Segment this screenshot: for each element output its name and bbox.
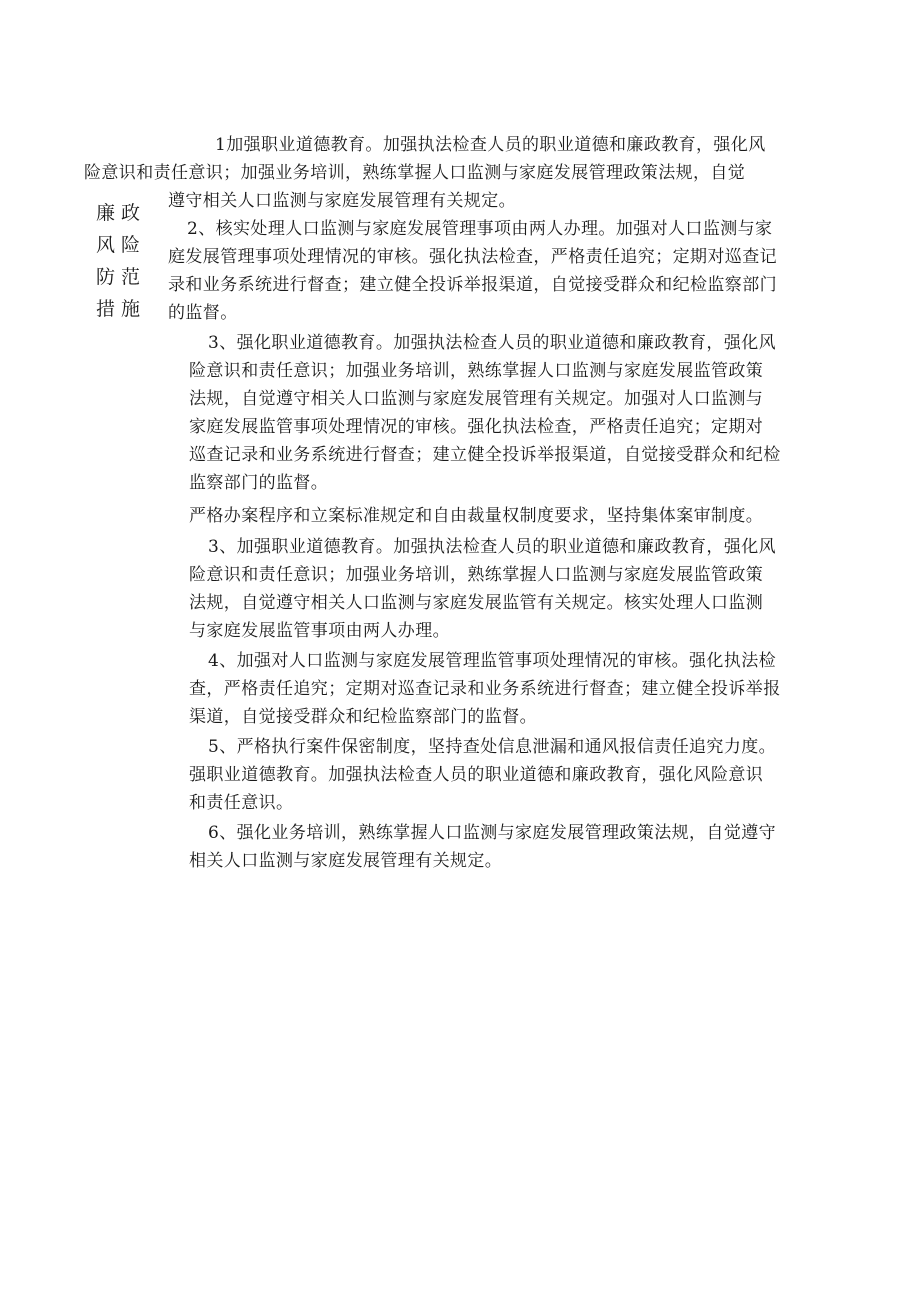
text-line-7: 的监督。	[168, 303, 238, 323]
text-line-1: 1加强职业道德教育。加强执法检查人员的职业道德和廉政教育，强化风	[215, 135, 766, 155]
text-line-4: 2、核实处理人口监测与家庭发展管理事项由两人办理。加强对人口监测与家	[187, 219, 773, 239]
text-line-8: 3、强化职业道德教育。加强执法检查人员的职业道德和廉政教育，强化风	[208, 333, 777, 353]
side-label-3: 防范	[96, 266, 147, 288]
text-line-19: 4、加强对人口监测与家庭发展管理监管事项处理情况的审核。强化执法检	[208, 651, 777, 671]
text-line-12: 巡查记录和业务系统进行督查；建立健全投诉举报渠道，自觉接受群众和纪检	[189, 445, 781, 465]
text-line-9: 险意识和责任意识；加强业务培训，熟练掌握人口监测与家庭发展监管政策	[189, 361, 764, 381]
text-line-15: 3、加强职业道德教育。加强执法检查人员的职业道德和廉政教育，强化风	[208, 537, 777, 557]
text-line-17: 法规，自觉遵守相关人口监测与家庭发展监管有关规定。核实处理人口监测	[189, 593, 764, 613]
text-line-10: 法规，自觉遵守相关人口监测与家庭发展管理有关规定。加强对人口监测与	[189, 389, 764, 409]
text-line-22: 5、严格执行案件保密制度，坚持查处信息泄漏和通风报信责任追究力度。	[208, 737, 777, 757]
text-line-3: 遵守相关人口监测与家庭发展管理有关规定。	[168, 191, 516, 211]
text-line-16: 险意识和责任意识；加强业务培训，熟练掌握人口监测与家庭发展监管政策	[189, 565, 764, 585]
text-line-25: 6、强化业务培训，熟练掌握人口监测与家庭发展管理政策法规，自觉遵守	[208, 823, 777, 843]
text-line-2: 险意识和责任意识；加强业务培训，熟练掌握人口监测与家庭发展管理政策法规，自觉	[84, 163, 746, 183]
text-line-26: 相关人口监测与家庭发展管理有关规定。	[189, 851, 503, 871]
text-line-14: 严格办案程序和立案标准规定和自由裁量权制度要求，坚持集体案审制度。	[189, 506, 764, 526]
side-label-4: 措施	[96, 298, 147, 320]
text-line-24: 和责任意识。	[189, 793, 294, 813]
text-line-6: 录和业务系统进行督查；建立健全投诉举报渠道，自觉接受群众和纪检监察部门	[168, 275, 777, 295]
side-label-1: 廉政	[96, 202, 147, 224]
text-line-18: 与家庭发展监管事项由两人办理。	[189, 621, 450, 641]
text-line-13: 监察部门的监督。	[189, 473, 329, 493]
text-line-11: 家庭发展监管事项处理情况的审核。强化执法检查，严格责任追究；定期对	[189, 417, 764, 437]
text-line-5: 庭发展管理事项处理情况的审核。强化执法检查，严格责任追究；定期对巡查记	[168, 247, 777, 267]
side-label-2: 风险	[96, 234, 147, 256]
text-line-20: 查，严格责任追究；定期对巡查记录和业务系统进行督查；建立健全投诉举报	[189, 679, 781, 699]
text-line-21: 渠道，自觉接受群众和纪检监察部门的监督。	[189, 707, 537, 727]
text-line-23: 强职业道德教育。加强执法检查人员的职业道德和廉政教育，强化风险意识	[189, 765, 764, 785]
